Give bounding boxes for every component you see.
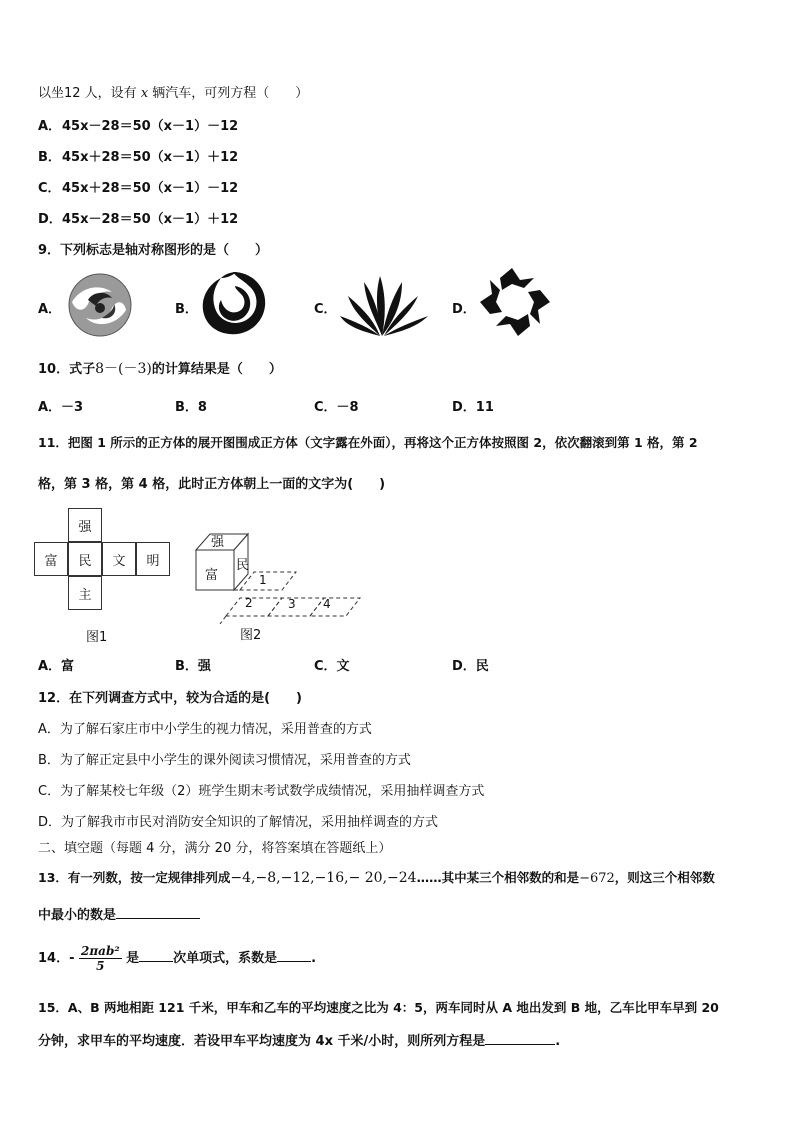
- q12-option-d: D．为了解我市市民对消防安全知识的了解情况，采用抽样调查的方式: [38, 815, 439, 830]
- q10-option-a: A．－3: [38, 400, 84, 415]
- q14-fraction: $\frac{\text{2πab²}}{5}$: [81, 944, 120, 973]
- q11-stem-line2: 格，第 3 格，第 4 格，此时正方体朝上一面的文字为( ): [38, 477, 386, 492]
- net-cell-top: 强: [68, 508, 102, 542]
- q11-option-d: D．民: [452, 659, 489, 674]
- q14-coefficient-blank[interactable]: [277, 949, 311, 962]
- logo-c-icon: [336, 270, 432, 338]
- q8-option-c-text: 45x＋28＝50（x－1）－12: [62, 181, 239, 196]
- q9-label-b: B．: [175, 302, 198, 317]
- q8-option-a-text: 45x－28＝50（x－1）－12: [62, 119, 239, 134]
- q10-option-d: D．11: [452, 400, 494, 415]
- cube-top-face: 强: [211, 535, 225, 550]
- q13-answer-blank[interactable]: [116, 906, 200, 919]
- q12-option-c: C．为了解某校七年级（2）班学生期末考试数学成绩情况，采用抽样调查方式: [38, 784, 485, 799]
- logo-a-icon: [66, 272, 134, 338]
- grid-cell-2: 2: [245, 596, 253, 610]
- q13-sum: −672: [579, 871, 615, 886]
- q10-stem: 10．式子8－(－3)的计算结果是（ ）: [38, 361, 282, 377]
- q9-stem: 9．下列标志是轴对称图形的是（ ）: [38, 243, 269, 258]
- q9-label-c: C．: [314, 302, 337, 317]
- q14-degree-blank[interactable]: [139, 949, 173, 962]
- q11-option-c: C．文: [314, 659, 350, 674]
- q11-option-b: B．强: [175, 659, 211, 674]
- q11-stem-line1: 11．把图 1 所示的正方体的展开图围成正方体（文字露在外面），再将这个正方体按照图 2，依次翻滚到第 1 格，第 2: [38, 435, 698, 450]
- q10-option-b: B．8: [175, 400, 207, 415]
- grid-cell-4: 4: [323, 597, 331, 611]
- section-heading-fill-in: 二、填空题（每题 4 分，满分 20 分，将答案填在答题纸上）: [38, 841, 392, 856]
- q12-option-a: A．为了解石家庄市中小学生的视力情况，采用普查的方式: [38, 722, 372, 737]
- q10-expression: 8－(－3): [95, 361, 152, 377]
- q8-option-d: D．: [38, 212, 62, 227]
- q9-label-d: D．: [452, 302, 476, 317]
- q15-answer-blank[interactable]: [485, 1032, 555, 1045]
- q14-stem: 14．- $\frac{\text{2πab²}}{5}$ 是 次单项式，系数是 .: [38, 944, 317, 973]
- grid-cell-3: 3: [288, 597, 296, 611]
- net-cell-bottom: 主: [68, 576, 102, 610]
- q9-label-a: A．: [38, 302, 62, 317]
- q8-option-d-text: 45x－28＝50（x－1）＋12: [62, 212, 239, 227]
- q13-sequence: −4,−8,−12,−16,− 20,−24: [230, 870, 417, 886]
- logo-b-icon: [197, 268, 269, 340]
- q8-stem: 以坐12 人，设有 x 辆汽车，可列方程（ ）: [38, 86, 309, 101]
- q8-option-b-text: 45x＋28＝50（x－1）＋12: [62, 150, 239, 165]
- q12-stem: 12．在下列调查方式中，较为合适的是( ): [38, 691, 302, 706]
- q12-option-b: B．为了解正定县中小学生的课外阅读习惯情况，采用普查的方式: [38, 753, 411, 768]
- figure1-caption: 图1: [86, 630, 108, 645]
- logo-d-icon: [478, 266, 552, 338]
- net-cell-right1: 文: [102, 542, 136, 576]
- q8-option-c: C．: [38, 181, 61, 196]
- q8-option-a: A．: [38, 119, 62, 134]
- q10-option-c: C．－8: [314, 400, 359, 415]
- q13-stem-line1: 13．有一列数，按一定规律排列成−4,−8,−12,−16,− 20,−24……其中某三个相邻数的和是−672，则这三个相邻数: [38, 870, 715, 886]
- grid-cell-1: 1: [259, 573, 267, 587]
- q8-option-b: B．: [38, 150, 61, 165]
- q15-stem-line2: 分钟，求甲车的平均速度．若设甲车平均速度为 4x 千米/小时，则所列方程是 .: [38, 1034, 561, 1049]
- q11-option-a: A．富: [38, 659, 75, 674]
- net-cell-center: 民: [68, 542, 102, 576]
- net-cell-right2: 明: [136, 542, 170, 576]
- net-cell-left: 富: [34, 542, 68, 576]
- cube-side-face: 民: [236, 558, 250, 573]
- q13-stem-line2: 中最小的数是: [38, 904, 200, 923]
- figure2-caption: 图2: [240, 628, 262, 643]
- q15-stem-line1: 15．A、B 两地相距 121 千米，甲车和乙车的平均速度之比为 4：5，两车同时从 A 地出发到 B 地，乙车比甲车早到 20: [38, 1000, 719, 1015]
- cube-front-face: 富: [205, 568, 219, 583]
